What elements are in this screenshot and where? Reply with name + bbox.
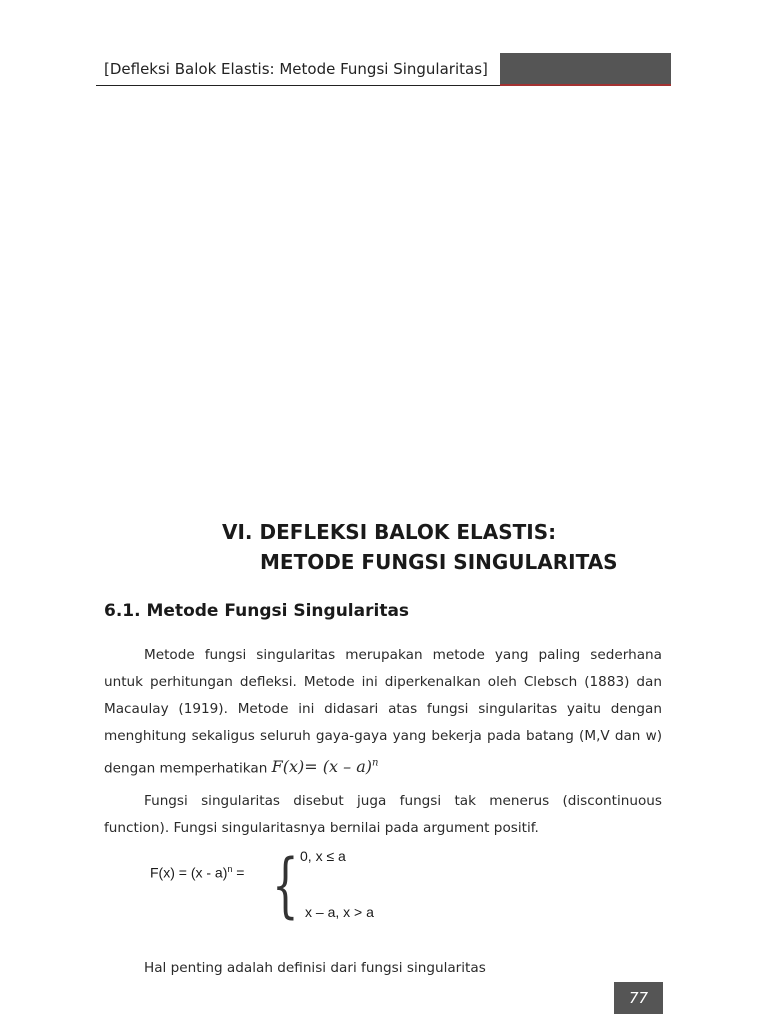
paragraph-2: Fungsi singularitas disebut juga fungsi tak menerus (discontinuous function). Fungsi singularitasnya bernilai pada argument positif. bbox=[104, 793, 662, 836]
chapter-title bbox=[222, 517, 618, 577]
inline-formula-body: F(x)= (x – a) bbox=[271, 757, 372, 777]
header-block bbox=[500, 53, 671, 85]
paragraph-3: Hal penting adalah definisi dari fungsi singularitas bbox=[144, 960, 486, 976]
header-red-rule bbox=[500, 84, 671, 86]
header-rule bbox=[96, 85, 500, 86]
paragraph-1 bbox=[104, 642, 662, 782]
piecewise-lhs bbox=[150, 864, 244, 881]
header-running-title: [Defleksi Balok Elastis: Metode Fungsi Singularitas] bbox=[104, 60, 488, 78]
section-title: 6.1. Metode Fungsi Singularitas bbox=[104, 601, 410, 621]
piecewise-case-1: 0, x ≤ a bbox=[300, 848, 346, 864]
paragraph-1-text: Metode fungsi singularitas merupakan metode yang paling sederhana untuk perhitungan defleksi. Metode ini diperkenalkan oleh Clebsch (1883) dan Macaulay (1919). Metode ini didasari atas fungsi singularitas yaitu dengan menghitung sekaligus seluruh gaya-gaya yang bekerja pada batang (M,V dan w) dengan memperhatikan bbox=[104, 647, 662, 777]
piecewise-lhs-text: F(x) = (x - a) bbox=[150, 864, 228, 881]
chapter-title-line2: METODE FUNGSI SINGULARITAS bbox=[260, 550, 618, 574]
piecewise-case-2: x – a, x > a bbox=[305, 904, 374, 920]
chapter-title-line1: VI. DEFLEKSI BALOK ELASTIS: bbox=[222, 520, 557, 544]
piecewise-lhs-exponent: n bbox=[227, 864, 233, 874]
piecewise-lhs-equals: = bbox=[232, 864, 245, 881]
page-number: 77 bbox=[614, 982, 663, 1014]
inline-formula-exponent: n bbox=[371, 758, 379, 769]
piecewise-brace: { bbox=[272, 844, 299, 926]
inline-formula bbox=[272, 757, 379, 776]
